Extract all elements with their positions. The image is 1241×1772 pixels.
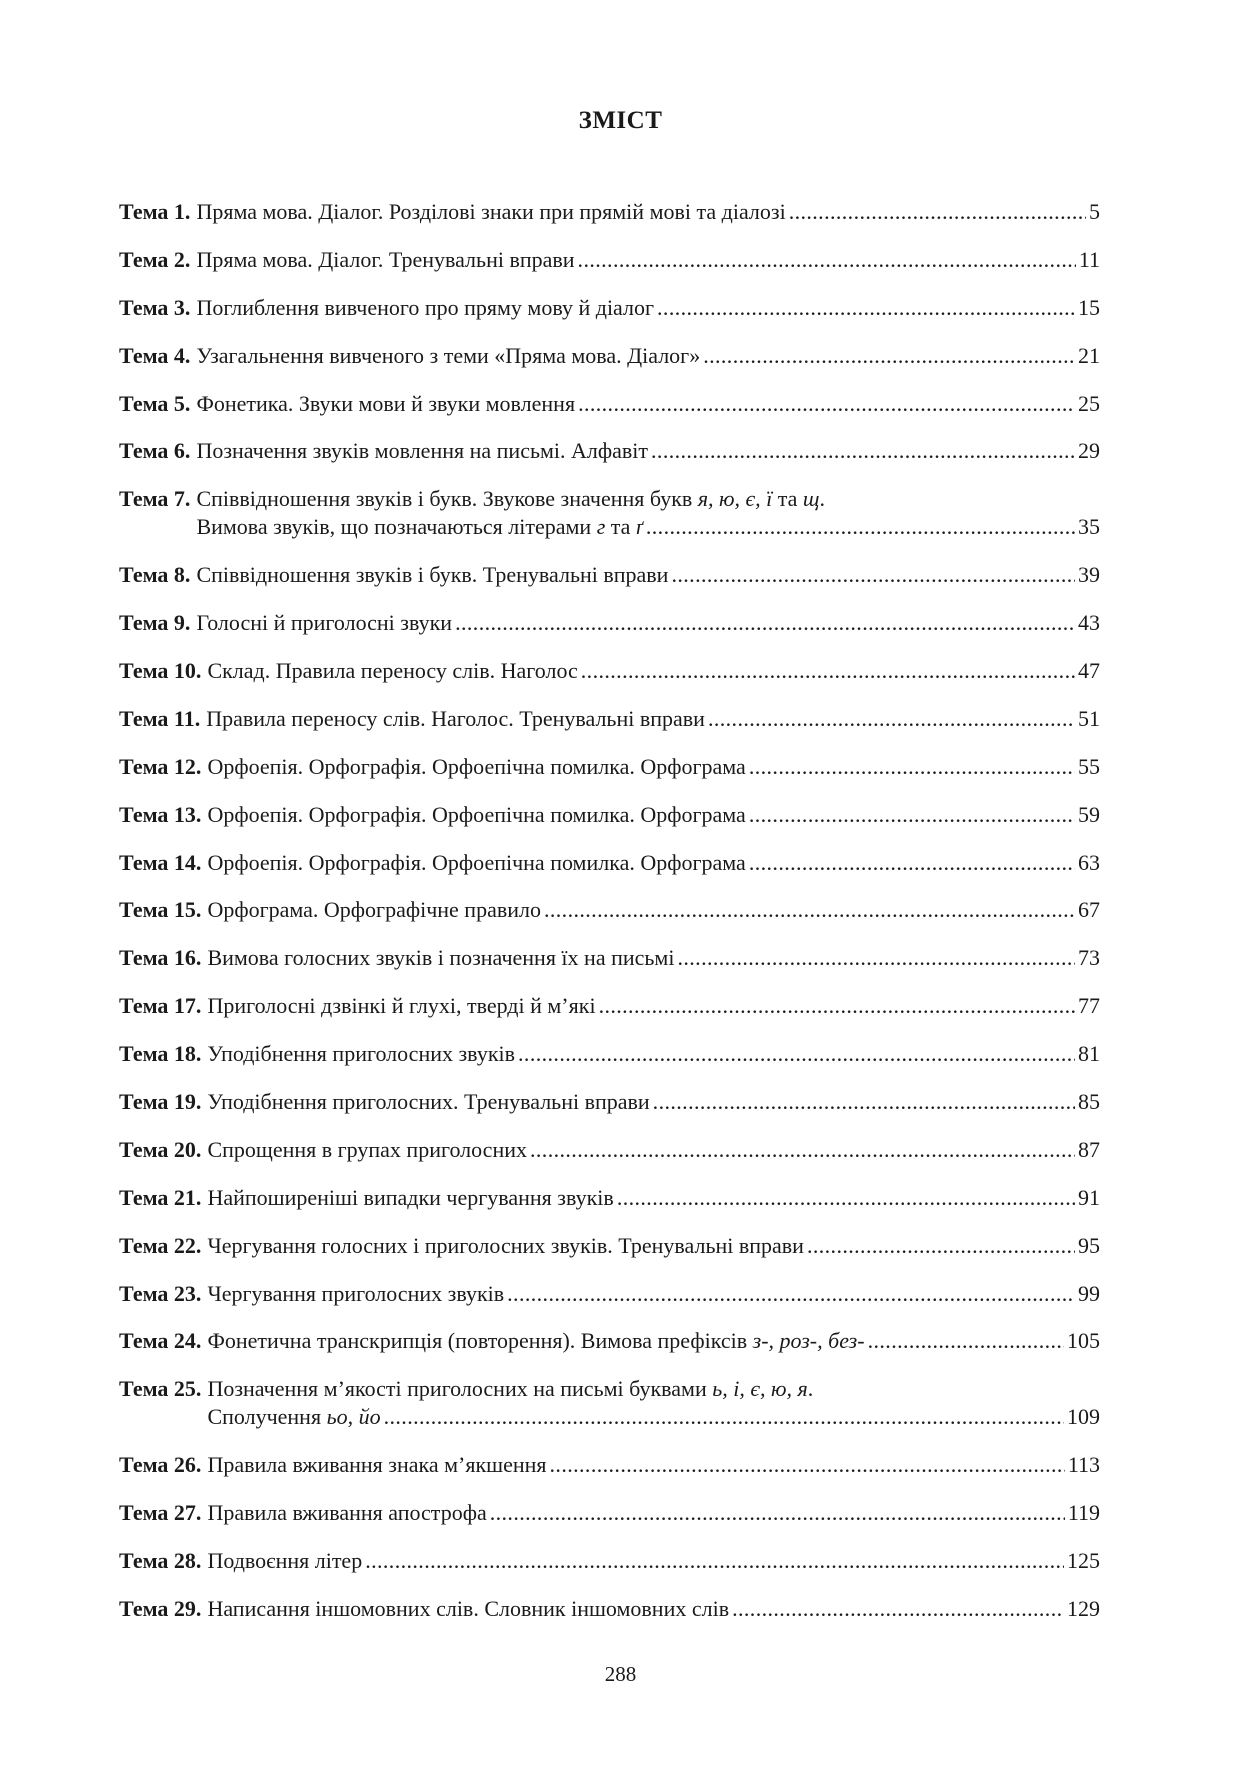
toc-entry-title: Правила вживання апострофа	[207, 1500, 487, 1526]
toc-entry-body	[207, 1595, 1100, 1623]
toc-page-number: 87	[1078, 1136, 1100, 1162]
toc-entry-title: Уподібнення приголосних. Тренувальні вправи	[207, 1089, 650, 1115]
toc-entry-label: Тема 7.	[119, 486, 191, 512]
toc-dot-leader	[530, 1136, 1075, 1164]
toc-entry-label: Тема 24.	[119, 1328, 202, 1354]
toc-page-number: 67	[1078, 897, 1100, 923]
toc-entry-body	[196, 294, 1100, 322]
page-number: 288	[604, 1662, 637, 1686]
toc-page-number: 113	[1067, 1452, 1100, 1478]
toc-dot-leader	[646, 513, 1075, 541]
toc-page-number: 63	[1078, 849, 1100, 875]
toc-entry-title: Орфоепія. Орфографія. Орфоепічна помилка. Орфограма	[207, 801, 746, 827]
toc-entry-label: Тема 4.	[119, 342, 191, 368]
toc-dot-leader	[677, 944, 1075, 972]
toc-entry-body	[207, 1375, 1100, 1431]
toc-page-number: 81	[1078, 1041, 1100, 1067]
toc-entry-body	[207, 1184, 1100, 1212]
toc-page-number: 85	[1078, 1089, 1100, 1115]
toc-dot-leader	[581, 657, 1075, 685]
toc-entry-body	[207, 1451, 1100, 1479]
toc-page-number: 21	[1078, 342, 1100, 368]
toc-entry	[119, 437, 1100, 465]
toc-dot-leader	[789, 198, 1086, 226]
toc-entry	[119, 849, 1100, 877]
toc-page-number: 35	[1078, 514, 1100, 540]
table-of-contents	[119, 198, 1100, 1643]
toc-entry	[119, 342, 1100, 370]
toc-entry-body	[207, 657, 1100, 685]
toc-entry-body	[207, 849, 1100, 877]
toc-entry-title: Написання іншомовних слів. Словник іншомовних слів	[207, 1595, 730, 1621]
toc-page-number: 11	[1078, 246, 1100, 272]
toc-entry-title: Вимова звуків, що позначаються літерами г та ґ	[196, 514, 643, 540]
toc-page-number: 77	[1078, 993, 1100, 1019]
toc-dot-leader	[578, 390, 1075, 418]
toc-entry-title: Позначення звуків мовлення на письмі. Алфавіт	[196, 438, 649, 464]
toc-entry-label: Тема 6.	[119, 438, 191, 464]
toc-entry-label: Тема 10.	[119, 658, 202, 684]
toc-page-number: 51	[1078, 705, 1100, 731]
toc-page-number: 105	[1067, 1328, 1100, 1354]
toc-entry-body	[207, 896, 1100, 924]
toc-entry	[119, 1499, 1100, 1527]
toc-entry	[119, 1375, 1100, 1431]
toc-dot-leader	[732, 1595, 1064, 1623]
toc-entry	[119, 896, 1100, 924]
toc-page-number: 55	[1078, 753, 1100, 779]
toc-entry-title: Орфоепія. Орфографія. Орфоепічна помилка. Орфограма	[207, 753, 746, 779]
toc-entry-body	[196, 609, 1100, 637]
toc-entry	[119, 246, 1100, 274]
toc-entry-label: Тема 19.	[119, 1089, 202, 1115]
toc-entry-body	[196, 342, 1100, 370]
toc-page-number: 15	[1078, 294, 1100, 320]
toc-entry-title: Приголосні дзвінкі й глухі, тверді й м’які	[207, 993, 596, 1019]
toc-entry	[119, 1136, 1100, 1164]
toc-dot-leader	[749, 753, 1075, 781]
toc-entry-body	[196, 561, 1100, 589]
toc-entry	[119, 992, 1100, 1020]
toc-entry	[119, 1088, 1100, 1116]
toc-page-number: 73	[1078, 945, 1100, 971]
toc-entry-title: Пряма мова. Діалог. Тренувальні вправи	[196, 246, 575, 272]
toc-entry-body	[207, 944, 1100, 972]
toc-entry-label: Тема 25.	[119, 1376, 202, 1402]
toc-entry-label: Тема 13.	[119, 801, 202, 827]
toc-entry-title: Подвоєння літер	[207, 1548, 363, 1574]
toc-entry-body	[207, 1040, 1100, 1068]
toc-dot-leader	[518, 1040, 1075, 1068]
toc-dot-leader	[653, 1088, 1075, 1116]
toc-entry-title: Фонетика. Звуки мови й звуки мовлення	[196, 390, 576, 416]
toc-page-number: 99	[1078, 1280, 1100, 1306]
toc-entry-title: Уподібнення приголосних звуків	[207, 1041, 516, 1067]
toc-entry-body	[207, 992, 1100, 1020]
toc-dot-leader	[617, 1184, 1075, 1212]
toc-entry-label: Тема 5.	[119, 390, 191, 416]
toc-entry-title: Пряма мова. Діалог. Розділові знаки при прямій мові та діалозі	[196, 199, 786, 224]
toc-entry-label: Тема 15.	[119, 897, 202, 923]
toc-entry-body	[196, 246, 1100, 274]
toc-entry-title-line: Позначення м’якості приголосних на письмі буквами ь, і, є, ю, я.	[207, 1376, 814, 1402]
toc-page-number: 39	[1078, 562, 1100, 588]
toc-entry-body	[207, 1499, 1100, 1527]
toc-page-number: 95	[1078, 1232, 1100, 1258]
toc-entry-body	[196, 485, 1100, 541]
toc-entry	[119, 705, 1100, 733]
toc-entry-title: Чергування приголосних звуків	[207, 1280, 505, 1306]
toc-page-number: 29	[1078, 438, 1100, 464]
toc-entry	[119, 1547, 1100, 1575]
toc-entry-label: Тема 21.	[119, 1184, 202, 1210]
toc-dot-leader	[868, 1327, 1064, 1355]
toc-entry-title: Склад. Правила переносу слів. Наголос	[207, 658, 578, 684]
toc-entry-body	[207, 1327, 1100, 1355]
toc-entry-body	[206, 705, 1100, 733]
toc-entry-body	[207, 753, 1100, 781]
toc-page-number: 91	[1078, 1184, 1100, 1210]
toc-dot-leader	[749, 849, 1075, 877]
toc-entry-label: Тема 16.	[119, 945, 202, 971]
toc-entry-label: Тема 18.	[119, 1041, 202, 1067]
toc-dot-leader	[507, 1280, 1075, 1308]
toc-entry-title: Чергування голосних і приголосних звуків. Тренувальні вправи	[207, 1232, 804, 1258]
toc-entry-label: Тема 28.	[119, 1548, 202, 1574]
toc-entry	[119, 1595, 1100, 1623]
toc-dot-leader	[703, 342, 1075, 370]
toc-dot-leader	[578, 246, 1076, 274]
toc-entry-label: Тема 22.	[119, 1232, 202, 1258]
toc-entry-body	[196, 198, 1100, 226]
toc-entry-title: Орфоепія. Орфографія. Орфоепічна помилка. Орфограма	[207, 849, 746, 875]
toc-entry-title: Правила вживання знака м’якшення	[207, 1452, 547, 1478]
toc-page-number: 25	[1078, 390, 1100, 416]
toc-entry-label: Тема 27.	[119, 1500, 202, 1526]
toc-dot-leader	[490, 1499, 1065, 1527]
toc-entry-title: Спрощення в групах приголосних	[207, 1136, 527, 1162]
toc-entry-label: Тема 8.	[119, 562, 191, 588]
toc-entry-title: Сполучення ьо, йо	[207, 1404, 381, 1430]
toc-entry-label: Тема 29.	[119, 1595, 202, 1621]
toc-page-number: 129	[1067, 1595, 1100, 1621]
toc-entry	[119, 294, 1100, 322]
toc-page-number: 109	[1067, 1404, 1100, 1430]
toc-entry-body	[207, 1280, 1100, 1308]
toc-dot-leader	[550, 1451, 1065, 1479]
toc-entry-title: Правила переносу слів. Наголос. Тренувальні вправи	[206, 705, 705, 731]
toc-entry-label: Тема 11.	[119, 705, 201, 731]
toc-entry-body	[207, 1547, 1100, 1575]
toc-entry	[119, 753, 1100, 781]
toc-dot-leader	[671, 561, 1075, 589]
toc-entry	[119, 801, 1100, 829]
toc-entry-label: Тема 26.	[119, 1452, 202, 1478]
toc-entry-label: Тема 3.	[119, 294, 191, 320]
toc-entry-body	[207, 801, 1100, 829]
toc-dot-leader	[651, 437, 1075, 465]
toc-entry	[119, 390, 1100, 418]
toc-entry	[119, 561, 1100, 589]
toc-entry-label: Тема 9.	[119, 610, 191, 636]
toc-entry-title: Найпоширеніші випадки чергування звуків	[207, 1184, 614, 1210]
toc-entry	[119, 609, 1100, 637]
toc-entry-label: Тема 2.	[119, 246, 191, 272]
toc-entry	[119, 944, 1100, 972]
toc-entry-body	[207, 1136, 1100, 1164]
toc-dot-leader	[657, 294, 1075, 322]
toc-entry-title: Узагальнення вивченого з теми «Пряма мова. Діалог»	[196, 342, 701, 368]
toc-dot-leader	[544, 896, 1075, 924]
toc-entry-title: Орфограма. Орфографічне правило	[207, 897, 541, 923]
toc-entry-label: Тема 14.	[119, 849, 202, 875]
toc-page-number: 119	[1067, 1500, 1100, 1526]
toc-entry-body	[207, 1232, 1100, 1260]
toc-entry	[119, 1232, 1100, 1260]
toc-entry-body	[196, 390, 1100, 418]
toc-entry-title: Фонетична транскрипція (повторення). Вимова префіксів з-, роз-, без-	[207, 1328, 865, 1354]
toc-dot-leader	[807, 1232, 1075, 1260]
toc-entry-body	[196, 437, 1100, 465]
toc-dot-leader	[384, 1403, 1064, 1431]
toc-dot-leader	[365, 1547, 1064, 1575]
toc-entry-body	[207, 1088, 1100, 1116]
toc-page-number: 125	[1067, 1548, 1100, 1574]
toc-entry-label: Тема 12.	[119, 753, 202, 779]
page-title: ЗМІСТ	[578, 107, 663, 134]
toc-entry	[119, 1327, 1100, 1355]
toc-dot-leader	[749, 801, 1075, 829]
toc-entry	[119, 1451, 1100, 1479]
toc-entry-label: Тема 1.	[119, 199, 191, 224]
toc-entry-title-line: Співвідношення звуків і букв. Звукове значення букв я, ю, є, ї та щ.	[196, 486, 826, 512]
toc-entry-title: Поглиблення вивченого про пряму мову й діалог	[196, 294, 655, 320]
toc-dot-leader	[599, 992, 1075, 1020]
toc-page-number: 59	[1078, 801, 1100, 827]
toc-entry-title: Вимова голосних звуків і позначення їх на письмі	[207, 945, 675, 971]
toc-dot-leader	[708, 705, 1075, 733]
toc-entry-label: Тема 20.	[119, 1136, 202, 1162]
toc-page-number: 5	[1089, 199, 1100, 224]
toc-entry-label: Тема 17.	[119, 993, 202, 1019]
toc-entry	[119, 1184, 1100, 1212]
toc-entry	[119, 198, 1100, 226]
toc-page-number: 47	[1078, 658, 1100, 684]
toc-dot-leader	[455, 609, 1075, 637]
toc-entry-title: Співвідношення звуків і букв. Тренувальні вправи	[196, 562, 669, 588]
toc-entry	[119, 1280, 1100, 1308]
toc-entry	[119, 657, 1100, 685]
toc-entry-label: Тема 23.	[119, 1280, 202, 1306]
toc-entry-title: Голосні й приголосні звуки	[196, 610, 453, 636]
toc-entry	[119, 485, 1100, 541]
toc-page-number: 43	[1078, 610, 1100, 636]
toc-entry	[119, 1040, 1100, 1068]
